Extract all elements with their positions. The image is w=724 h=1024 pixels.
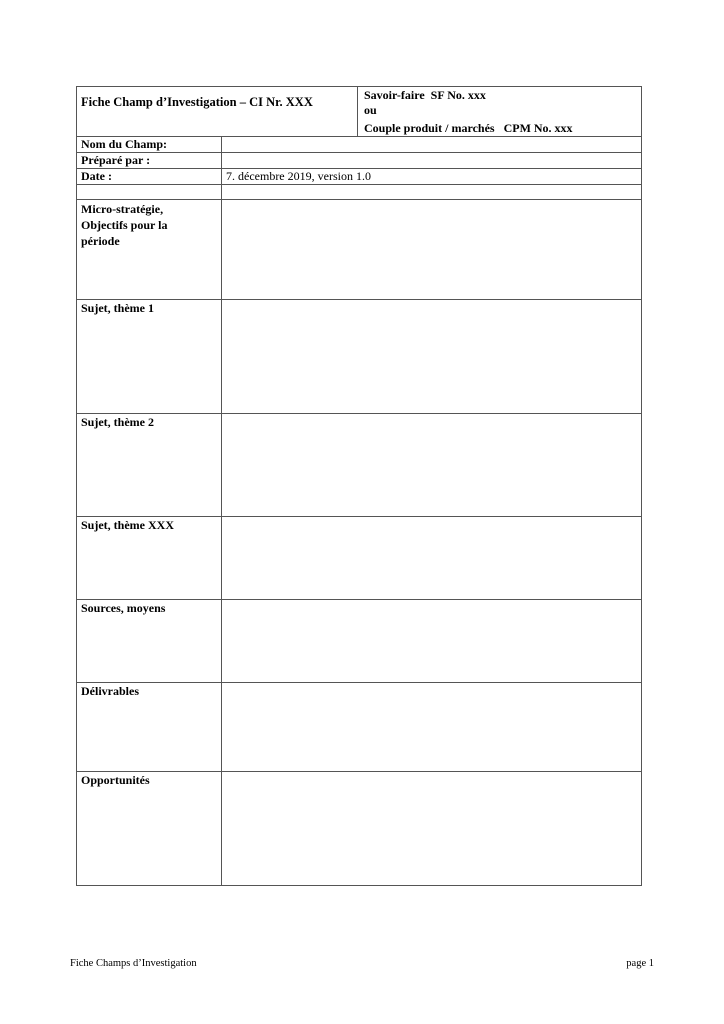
row-line-4	[76, 184, 642, 185]
section-label-sources: Sources, moyens	[81, 601, 166, 615]
section-label-sujet-xxx: Sujet, thème XXX	[81, 518, 174, 532]
form-title: Fiche Champ d’Investigation – CI Nr. XXX	[81, 95, 313, 109]
row-line-5	[76, 199, 642, 200]
section-label-delivrables: Délivrables	[81, 684, 139, 698]
nom-du-champ-value[interactable]	[226, 137, 638, 152]
section-label-sujet-1: Sujet, thème 1	[81, 301, 154, 315]
table-bottom-border	[76, 885, 642, 886]
section-value-sujet-2[interactable]	[226, 415, 638, 514]
section-value-sources[interactable]	[226, 601, 638, 680]
header-divider	[357, 86, 358, 137]
row-line-10	[76, 682, 642, 683]
section-value-micro-strategie[interactable]	[226, 201, 638, 297]
page-number: page 1	[626, 958, 654, 969]
section-value-sujet-xxx[interactable]	[226, 518, 638, 597]
ou-line: ou	[364, 103, 377, 117]
row-line-9	[76, 599, 642, 600]
label-column-divider	[221, 136, 222, 886]
table-top-border	[76, 86, 642, 87]
footer-title: Fiche Champs d’Investigation	[70, 958, 197, 969]
section-value-delivrables[interactable]	[226, 684, 638, 769]
date-value[interactable]: 7. décembre 2019, version 1.0	[226, 169, 371, 183]
nom-du-champ-label: Nom du Champ:	[81, 137, 168, 151]
table-right-border	[641, 86, 642, 886]
prepare-par-value[interactable]	[226, 153, 638, 168]
row-line-6	[76, 299, 642, 300]
prepare-par-label: Préparé par :	[81, 153, 151, 167]
couple-produit-line: Couple produit / marchés CPM No. xxx	[364, 121, 573, 135]
date-label: Date :	[81, 169, 112, 183]
section-value-sujet-1[interactable]	[226, 301, 638, 411]
section-label-opportunites: Opportunités	[81, 773, 150, 787]
row-line-8	[76, 516, 642, 517]
row-line-7	[76, 413, 642, 414]
section-value-opportunites[interactable]	[226, 773, 638, 883]
table-left-border	[76, 86, 77, 886]
section-label-micro-strategie: Micro-stratégie, Objectifs pour la période	[81, 202, 168, 248]
savoir-faire-line: Savoir-faire SF No. xxx	[364, 88, 486, 102]
row-line-11	[76, 771, 642, 772]
section-label-sujet-2: Sujet, thème 2	[81, 415, 154, 429]
